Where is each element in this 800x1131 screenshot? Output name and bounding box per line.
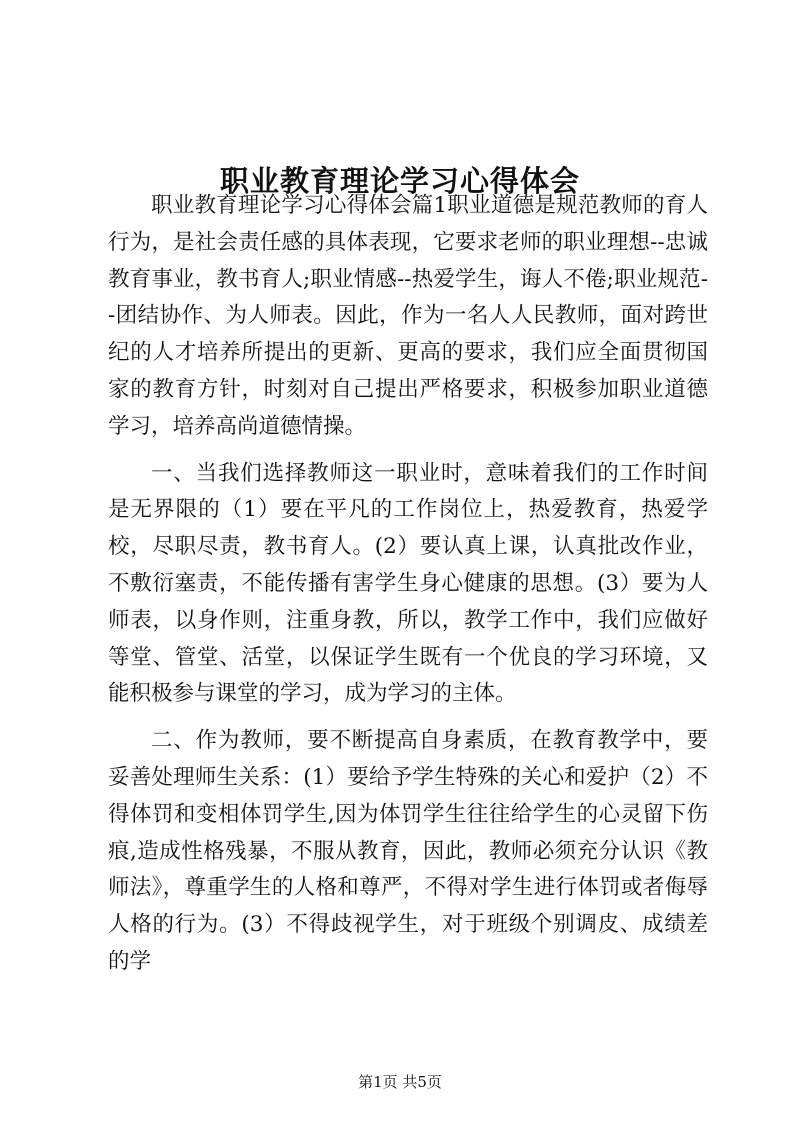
page-title: 职业教育理论学习心得体会 xyxy=(219,164,580,199)
page-footer: 第1页 共5页 xyxy=(358,1073,442,1091)
paragraph-section-one: 一、当我们选择教师这一职业时，意味着我们的工作时间是无界限的（1）要在平凡的工作岗位上，热爱教育，热爱学校，尽职尽责，教书育人。(2）要认真上课，认真批改作业，不敷衍塞责，不能传播有害学生身心健康的思想。(3）要为人师表，以身作则，注重身教，所以，教学工作中，我们应做好等堂、管堂、活堂，以保证学生既有一个优良的学习环境，又能积极参与课堂的学习，成为学习的主体。 xyxy=(108,460,708,707)
paragraph-section-two: 二、作为教师，要不断提高自身素质，在教育教学中，要妥善处理师生关系：(1）要给予学生特殊的关心和爱护（2）不得体罚和变相体罚学生,因为体罚学生往往给学生的心灵留下伤痕,造成性格残暴，不服从教育，因此，教师必须充分认识《教师法》，尊重学生的人格和尊严，不得对学生进行体罚或者侮辱人格的行为。(3）不得歧视学生，对于班级个别调皮、成绩差的学 xyxy=(108,728,708,974)
paragraph-intro: 职业教育理论学习心得体会篇1职业道德是规范教师的育人行为，是社会责任感的具体表现，它要求老师的职业理想--忠诚教育事业，教书育人;职业情感--热爱学生，诲人不倦;职业规范--团结协作、为人师表。因此，作为一名人人民教师，面对跨世纪的人才培养所提出的更新、更高的要求，我们应全面贯彻国家的教育方针，时刻对自己提出严格要求，积极参加职业道德学习，培养高尚道德情操。 xyxy=(108,193,708,439)
document-body xyxy=(108,188,708,981)
